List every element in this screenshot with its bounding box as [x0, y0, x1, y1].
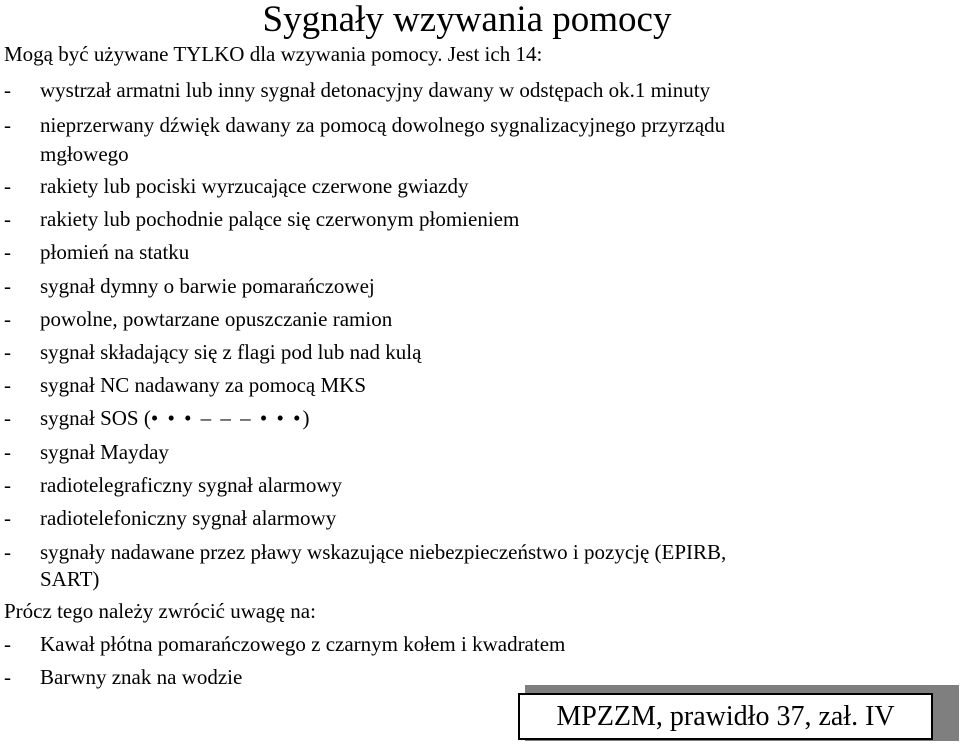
- signal-item: nieprzerwany dźwięk dawany za pomocą dowolnego sygnalizacyjnego przyrządu: [40, 113, 726, 137]
- bullet-dash: -: [4, 174, 11, 198]
- bullet-dash: -: [4, 307, 11, 331]
- signal-item: sygnały nadawane przez pławy wskazujące niebezpieczeństwo i pozycję (EPIRB,: [40, 540, 727, 564]
- additional-heading: Prócz tego należy zwrócić uwagę na:: [4, 599, 316, 623]
- reference-box: MPZZM, prawidło 37, zał. IV: [518, 693, 933, 740]
- signal-item: rakiety lub pociski wyrzucające czerwone gwiazdy: [40, 174, 469, 198]
- intro-text: Mogą być używane TYLKO dla wzywania pomocy. Jest ich 14:: [4, 42, 543, 66]
- bullet-dash: -: [4, 506, 11, 530]
- signal-item: sygnał dymny o barwie pomarańczowej: [40, 274, 375, 298]
- signal-item: radiotelefoniczny sygnał alarmowy: [40, 506, 337, 530]
- bullet-dash: -: [4, 274, 11, 298]
- signal-item: sygnał składający się z flagi pod lub nad kulą: [40, 340, 422, 364]
- signal-item-sos: [40, 406, 309, 430]
- signal-item-continuation: SART): [40, 567, 100, 591]
- signal-item: wystrzał armatni lub inny sygnał detonacyjny dawany w odstępach ok.1 minuty: [40, 78, 711, 102]
- slide-title: Sygnały wzywania pomocy: [262, 0, 672, 40]
- bullet-dash: -: [4, 240, 11, 264]
- sos-label: sygnał SOS (: [40, 406, 151, 430]
- additional-item: Kawał płótna pomarańczowego z czarnym kołem i kwadratem: [40, 632, 566, 656]
- bullet-dash: -: [4, 340, 11, 364]
- signal-item: radiotelegraficzny sygnał alarmowy: [40, 473, 343, 497]
- bullet-dash: -: [4, 78, 11, 102]
- bullet-dash: -: [4, 632, 11, 656]
- signal-item: powolne, powtarzane opuszczanie ramion: [40, 307, 393, 331]
- signal-item: sygnał Mayday: [40, 440, 169, 464]
- sos-morse-code: • • • – – – • • •: [150, 406, 303, 430]
- bullet-dash: -: [4, 473, 11, 497]
- bullet-dash: -: [4, 113, 11, 137]
- signal-item-continuation: mgłowego: [40, 142, 129, 166]
- bullet-dash: -: [4, 440, 11, 464]
- signal-item: sygnał NC nadawany za pomocą MKS: [40, 373, 367, 397]
- bullet-dash: -: [4, 207, 11, 231]
- bullet-dash: -: [4, 665, 11, 689]
- bullet-dash: -: [4, 406, 11, 430]
- bullet-dash: -: [4, 540, 11, 564]
- bullet-dash: -: [4, 373, 11, 397]
- additional-item: Barwny znak na wodzie: [40, 665, 243, 689]
- signal-item: płomień na statku: [40, 240, 190, 264]
- sos-close-paren: ): [302, 406, 310, 430]
- signal-item: rakiety lub pochodnie palące się czerwonym płomieniem: [40, 207, 520, 231]
